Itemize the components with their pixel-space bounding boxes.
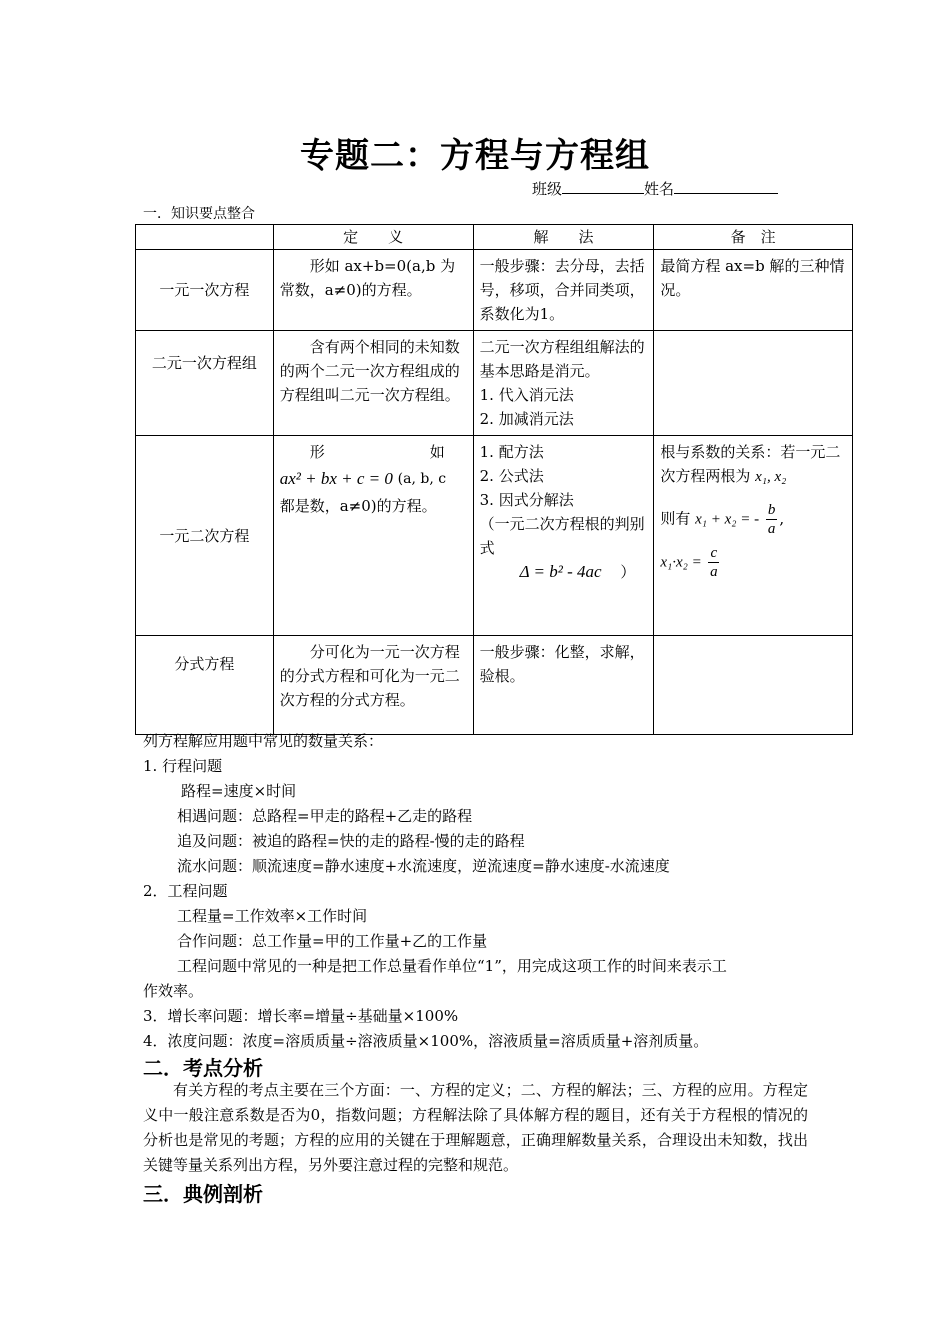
row-method: 一般步骤：化整，求解，验根。 — [473, 636, 654, 735]
row-method — [473, 436, 654, 636]
table-row — [136, 331, 853, 436]
work-note-cont: 作效率。 — [143, 982, 204, 1000]
header-method: 解 法 — [473, 225, 654, 250]
travel-line: 相遇问题：总路程=甲走的路程+乙走的路程 — [177, 807, 473, 825]
knowledge-table — [135, 224, 853, 735]
def-condition: (a, b, c — [397, 471, 447, 487]
name-label: 姓名 — [644, 180, 675, 198]
name-blank[interactable] — [674, 179, 778, 194]
section-1-heading: 一．知识要点整合 — [143, 206, 255, 222]
discriminant-close: ） — [620, 563, 636, 581]
growth-rate-line: 3．增长率问题：增长率=增量÷基础量×100% — [143, 1007, 459, 1025]
header-definition: 定 义 — [273, 225, 473, 250]
travel-line: 路程=速度×时间 — [181, 782, 297, 800]
fraction-c-over-a — [708, 544, 719, 581]
discriminant-intro: （一元二次方程根的判别式 — [479, 515, 645, 557]
class-name-line — [532, 178, 778, 199]
method-item: 1. 代入消元法 — [479, 386, 574, 404]
row-note: 根与系数的关系：若一元二次方程两根为 x₁, x₂ 则有 x₁ + x₂ = - $\frac{b}{a}$ , x₁·x₂ = $\frac{c}{a}$ — [654, 436, 853, 636]
def-suffix: 都是数，a≠0)的方程。 — [279, 497, 437, 515]
travel-line: 追及问题：被追的路程=快的走的路程-慢的走的路程 — [177, 832, 525, 850]
row-name: 一元二次方程 — [136, 436, 274, 636]
row-definition: 形如 ax+b=0(a,b 为常数，a≠0)的方程。 — [273, 250, 473, 331]
work-title: 2．工程问题 — [143, 882, 228, 900]
vieta-product-lhs: x₁·x₂ = — [660, 554, 702, 571]
row-name: 分式方程 — [136, 636, 274, 735]
row-definition: 分可化为一元一次方程的分式方程和可化为一元二次方程的分式方程。 — [273, 636, 473, 735]
relations-intro: 列方程解应用题中常见的数量关系： — [143, 732, 384, 750]
method-item: 2. 加减消元法 — [479, 410, 574, 428]
row-name: 二元一次方程组 — [136, 331, 274, 436]
roots-symbol: x₁, x₂ — [755, 469, 787, 485]
row-method: 一般步骤：去分母，去括号，移项，合并同类项，系数化为1。 — [473, 250, 654, 331]
row-note-empty — [654, 331, 853, 436]
fraction-numerator: b — [767, 502, 776, 518]
section-3-heading: 三．典例剖析 — [143, 1182, 263, 1206]
travel-line: 流水问题：顺流速度=静水速度+水流速度，逆流速度=静水速度-水流速度 — [177, 857, 670, 875]
vieta-sum-prefix: 则有 — [660, 509, 691, 528]
row-note: 最简方程 ax=b 解的三种情况。 — [654, 250, 853, 331]
method-item: 3. 因式分解法 — [479, 491, 574, 509]
table-row — [136, 636, 853, 735]
def-prefix: 形 如 — [309, 443, 445, 461]
row-method — [473, 331, 654, 436]
vieta-sum-lhs: x₁ + x₂ = - — [695, 511, 760, 528]
vieta-intro: 根与系数的关系：若一元二次方程两根为 — [660, 443, 841, 485]
page-title: 专题二：方程与方程组 — [300, 136, 650, 176]
row-definition — [273, 436, 473, 636]
class-blank[interactable] — [562, 179, 644, 194]
fraction-denominator: a — [767, 521, 776, 537]
table-row — [136, 436, 853, 636]
method-item: 1. 配方法 — [479, 443, 544, 461]
header-empty — [136, 225, 274, 250]
fraction-denominator: a — [710, 564, 718, 580]
fraction-numerator: c — [710, 545, 718, 561]
discriminant-formula: Δ = b² - 4ac — [519, 562, 602, 581]
row-definition: 含有两个相同的未知数的两个二元一次方程组成的方程组叫二元一次方程组。 — [273, 331, 473, 436]
section-2-heading: 二．考点分析 — [143, 1056, 263, 1080]
method-item: 2. 公式法 — [479, 467, 544, 485]
section-2-paragraph: 有关方程的考点主要在三个方面：一、方程的定义；二、方程的解法；三、方程的应用。方程定义中一般注意系数是否为0，指数问题；方程解法除了具体解方程的题目，还有关于方程根的情况的分析也是常见的考题；方程的应用的关键在于理解题意，正确理解数量关系，合理设出未知数，找出关键等量关系列出方程，另外要注意过程的完整和规范。 — [143, 1081, 808, 1174]
header-note: 备 注 — [654, 225, 853, 250]
work-line: 合作问题：总工作量=甲的工作量+乙的工作量 — [177, 932, 488, 950]
work-line: 工程量=工作效率×工作时间 — [177, 907, 368, 925]
class-label: 班级 — [532, 180, 563, 198]
table-row — [136, 250, 853, 331]
table-header-row — [136, 225, 853, 250]
row-note-empty — [654, 636, 853, 735]
work-note: 工程问题中常见的一种是把工作总量看作单位“1”，用完成这项工作的时间来表示工 — [177, 957, 727, 975]
quadratic-formula: ax² + bx + c = 0 — [279, 469, 393, 488]
row-name: 一元一次方程 — [136, 250, 274, 331]
travel-title: 1. 行程问题 — [143, 757, 223, 775]
method-intro: 二元一次方程组组解法的基本思路是消元。 — [479, 338, 645, 380]
concentration-line: 4．浓度问题：浓度=溶质质量÷溶液质量×100%，溶液质量=溶质质量+溶剂质量。 — [143, 1032, 709, 1050]
fraction-b-over-a — [766, 501, 778, 538]
